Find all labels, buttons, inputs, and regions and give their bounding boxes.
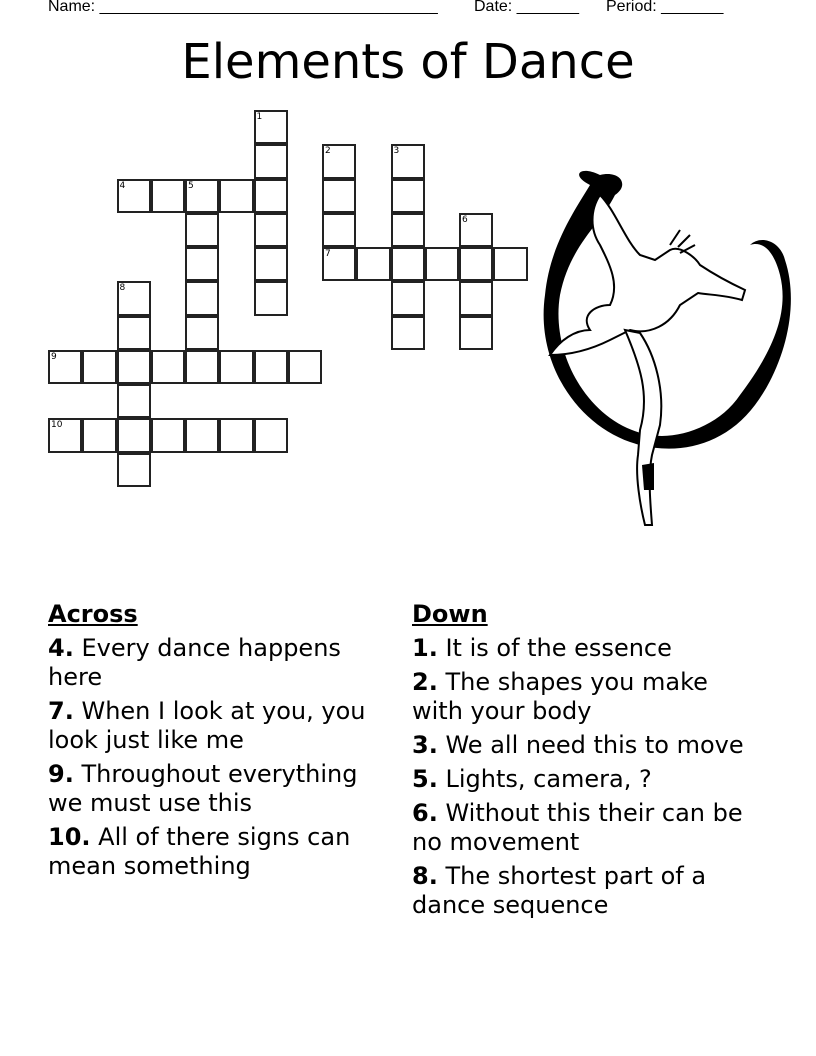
crossword-cell[interactable] [322,247,356,281]
crossword-cell[interactable] [219,350,253,384]
clue-text: We all need this to move [445,731,744,759]
clue-number: 8 [119,283,126,294]
crossword-cell[interactable] [459,247,493,281]
clue-text: The shortest part of a dance sequence [412,862,707,919]
crossword-cell[interactable] [425,247,459,281]
crossword-cell[interactable] [288,350,322,384]
across-clue [48,697,388,755]
clue-num: 8. [412,862,438,890]
name-blank: ______________________________________ [99,0,438,15]
crossword-cell[interactable] [151,179,185,213]
clue-num: 9. [48,760,74,788]
clue-num: 1. [412,634,438,662]
crossword-cell[interactable] [117,179,151,213]
crossword-cell[interactable] [185,247,219,281]
clue-num: 10. [48,823,91,851]
crossword-cell[interactable] [254,213,288,247]
crossword-cell[interactable] [254,247,288,281]
crossword-cell[interactable] [48,418,82,452]
period-blank: _______ [661,0,724,15]
crossword-cell[interactable] [391,144,425,178]
crossword-grid [48,110,548,510]
crossword-cell[interactable] [117,384,151,418]
name-field[interactable] [48,0,438,16]
clue-text: Throughout everything we must use this [48,760,358,817]
down-heading: Down [412,600,488,628]
clue-number: 9 [51,351,57,362]
clue-number: 1 [256,112,263,122]
clue-num: 6. [412,799,438,827]
crossword-cell[interactable] [391,281,425,315]
crossword-cell[interactable] [151,350,185,384]
crossword-cell[interactable] [254,144,288,178]
across-clue [48,823,388,881]
down-clue [412,799,762,857]
crossword-cell[interactable] [48,350,82,384]
crossword-cell[interactable] [459,316,493,350]
clue-text: When I look at you, you look just like me [48,697,366,754]
crossword-cell[interactable] [219,179,253,213]
crossword-cell[interactable] [254,110,288,144]
crossword-cell[interactable] [254,281,288,315]
clue-text: The shapes you make with your body [412,668,708,725]
crossword-cell[interactable] [151,418,185,452]
clue-text: All of there signs can mean something [48,823,351,880]
period-field[interactable] [606,0,723,16]
clue-number: 2 [325,146,331,157]
clue-num: 2. [412,668,438,696]
crossword-cell[interactable] [322,179,356,213]
clue-number: 4 [119,180,126,191]
crossword-cell[interactable] [391,213,425,247]
clue-number: 5 [188,180,194,191]
crossword-cell[interactable] [185,281,219,315]
clue-number: 6 [462,214,468,225]
clue-number: 10 [51,420,63,431]
crossword-cell[interactable] [117,281,151,315]
dancer-illustration [530,165,800,535]
crossword-cell[interactable] [356,247,390,281]
across-heading: Across [48,600,138,628]
clue-text: Without this their can be no movement [412,799,743,856]
clue-text: Lights, camera, ? [445,765,652,793]
clue-number: 7 [325,249,331,259]
date-field[interactable] [474,0,579,16]
crossword-cell[interactable] [117,350,151,384]
crossword-cell[interactable] [391,247,425,281]
crossword-cell[interactable] [391,179,425,213]
clue-num: 5. [412,765,438,793]
crossword-cell[interactable] [117,316,151,350]
down-clue [412,634,762,663]
down-clue [412,862,762,920]
crossword-cell[interactable] [254,418,288,452]
name-label: Name: [48,0,96,15]
crossword-cell[interactable] [391,316,425,350]
crossword-cell[interactable] [493,247,527,281]
crossword-cell[interactable] [322,213,356,247]
clue-text: Every dance happens here [48,634,341,691]
crossword-cell[interactable] [185,213,219,247]
clue-number: 3 [393,146,400,157]
crossword-cell[interactable] [82,418,116,452]
crossword-cell[interactable] [459,281,493,315]
clue-num: 3. [412,731,438,759]
clue-num: 4. [48,634,74,662]
crossword-cell[interactable] [82,350,116,384]
down-clue [412,668,762,726]
crossword-cell[interactable] [254,350,288,384]
across-clues [48,600,388,886]
across-clue [48,634,388,692]
clue-num: 7. [48,697,74,725]
crossword-cell[interactable] [117,418,151,452]
period-label: Period: [606,0,657,15]
date-label: Date: [474,0,513,15]
crossword-cell[interactable] [219,418,253,452]
crossword-cell[interactable] [254,179,288,213]
crossword-cell[interactable] [185,350,219,384]
down-clue [412,731,762,760]
page-title: Elements of Dance [181,34,635,90]
date-blank: _______ [516,0,579,15]
down-clues [412,600,762,925]
crossword-cell[interactable] [117,453,151,487]
crossword-cell[interactable] [459,213,493,247]
clue-text: It is of the essence [445,634,672,662]
down-clue [412,765,762,794]
crossword-cell[interactable] [322,144,356,178]
crossword-cell[interactable] [185,179,219,213]
crossword-cell[interactable] [185,316,219,350]
across-clue [48,760,388,818]
crossword-cell[interactable] [185,418,219,452]
